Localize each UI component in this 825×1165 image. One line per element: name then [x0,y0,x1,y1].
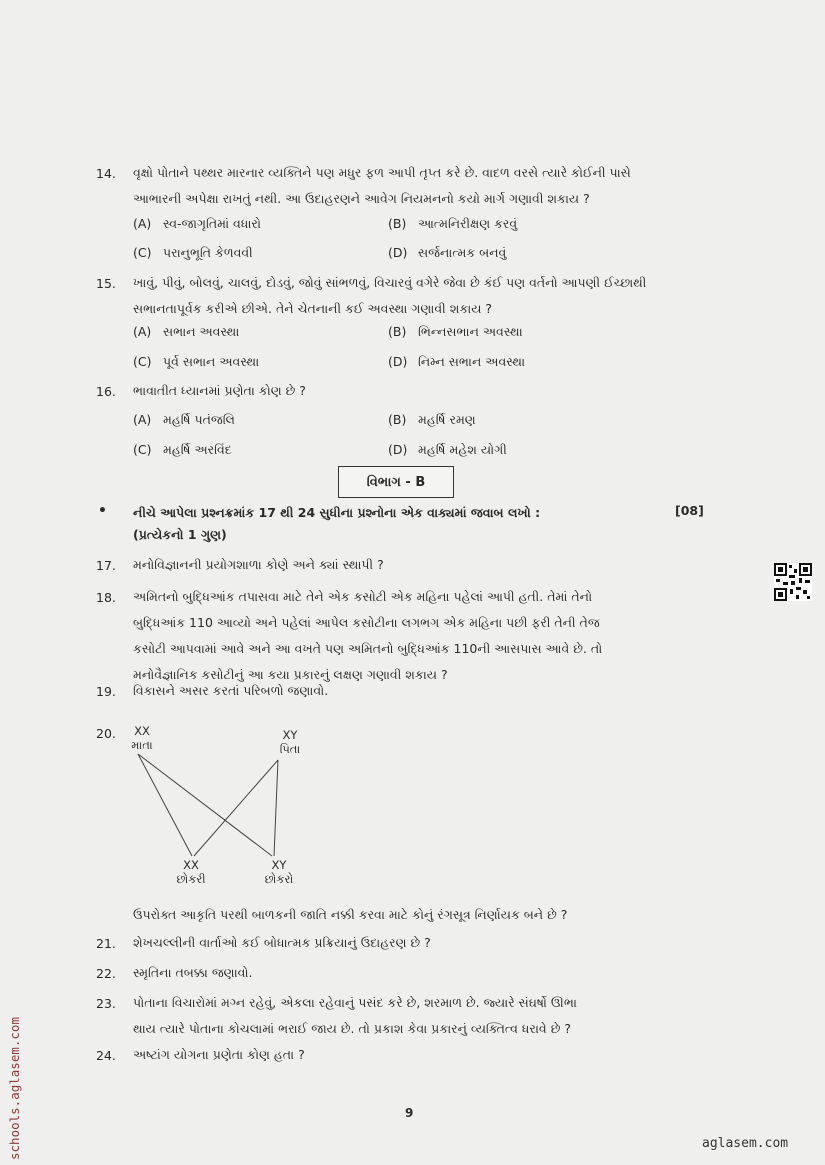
question-line: મનોવૈજ્ઞાનિક કસોટીનું આ કયા પ્રકારનું લક્ષણ ગણાવી શકાય ? [133,667,448,682]
qr-code-icon [774,563,812,601]
option-c: (C) પૂર્વ સભાન અવસ્થા [133,354,260,369]
question-text [133,270,673,322]
son-label: છોકરો [264,872,294,886]
question-line: આભારની અપેક્ષા રાખતું નથી. આ ઉદાહરણને આવેગ નિયમનનો કયો માર્ગ ગણાવી શકાય ? [133,191,590,206]
mother-label: માતા [131,738,153,752]
question-number: 24. [96,1048,116,1063]
father-genotype: XY [282,728,298,742]
son-genotype: XY [271,858,287,872]
question-line: અમિતનો બુદ્ધિઆંક તપાસવા માટે તેને એક કસોટી એક મહિના પહેલાં આપી હતી. તેમાં તેનો [133,589,593,604]
question-text: મનોવિજ્ઞાનની પ્રયોગશાળા કોણે અને ક્યાં સ્થાપી ? [133,557,384,572]
mother-node [124,724,160,752]
question-number: 22. [96,966,116,981]
line-father-daughter [194,760,278,856]
question-text [133,378,673,404]
option-c: (C) પરાનુભૂતિ કેળવવી [133,245,253,260]
question-text: વિકાસને અસર કરતાં પરિબળો જણાવો. [133,683,329,698]
section-marks: [08] [675,503,704,518]
section-instruction [133,502,653,546]
section-title: વિભાગ - B [338,466,454,498]
option-d: (D) નિમ્ન સભાન અવસ્થા [388,354,526,369]
question-line: બુદ્ધિઆંક 110 આવ્યો અને પહેલાં આપેલ કસોટીના લગભગ એક મહિના પછી ફરી તેની તેજ [133,615,600,630]
mother-genotype: XX [134,724,150,738]
question-text: ઉપરોક્ત આકૃતિ પરથી બાળકની જાતિ નક્કી કરવા માટે કોનું રંગસૂત્ર નિર્ણાયક બને છે ? [133,907,568,922]
question-text: શેખચલ્લીની વાર્તાઓ કઈ બોધાત્મક પ્રક્રિયાનું ઉદાહરણ છે ? [133,935,431,950]
question-text [133,160,673,212]
question-text [133,990,673,1042]
line-father-son [274,760,278,856]
line-mother-son [138,754,272,856]
page-number: 9 [405,1106,414,1120]
question-number: 17. [96,558,116,573]
option-b: (B) આત્મનિરીક્ષણ કરવું [388,216,518,231]
watermark-bottom: aglasem.com [702,1136,789,1151]
father-label: પિતા [279,742,301,756]
option-a: (A) મહર્ષિ પતંજલિ [133,412,235,427]
option-a: (A) સભાન અવસ્થા [133,324,240,339]
question-text [133,584,673,688]
question-number: 20. [96,726,116,741]
daughter-node [168,858,214,886]
question-number: 19. [96,684,116,699]
question-number: 14. [96,166,116,181]
question-line: સભાનતાપૂર્વક કરીએ છીએ. તેને ચેતનાની કઈ અવસ્થા ગણાવી શકાય ? [133,301,493,316]
option-c: (C) મહર્ષિ અરવિંદ [133,442,232,457]
question-line: થાય ત્યારે પોતાના કોચલામાં ભરાઈ જાય છે. તો પ્રકાશ કેવા પ્રકારનું વ્યક્તિત્વ ધરાવે છે ? [133,1021,571,1036]
question-line: વૃક્ષો પોતાને પથ્થર મારનાર વ્યક્તિને પણ મધુર ફળ આપી તૃપ્ત કરે છે. વાદળ વરસે ત્યારે કોઈની પાસે [133,165,631,180]
question-number: 15. [96,276,116,291]
question-number: 23. [96,996,116,1011]
instruction-line: નીચે આપેલા પ્રશ્નક્રમાંક 17 થી 24 સુધીના પ્રશ્નોના એક વાક્યમાં જવાબ લખો : [133,505,541,520]
option-a: (A) સ્વ-જાગૃતિમાં વધારો [133,216,261,231]
daughter-label: છોકરી [176,872,206,886]
father-node [270,728,310,756]
question-line: ખાવું, પીવું, બોલવું, ચાલવું, દોડવું, જોવું સાંભળવું, વિચારવું વગેરે જેવા છે કંઈ પણ વર્તનો આપણી ઈચ્છાથી [133,275,647,290]
bullet: • [98,503,107,519]
question-text: અષ્ટાંગ યોગના પ્રણેતા કોણ હતા ? [133,1047,305,1062]
question-text: સ્મૃતિના તબક્કા જણાવો. [133,965,253,980]
question-number: 16. [96,384,116,399]
question-number: 21. [96,936,116,951]
question-line: પોતાના વિચારોમાં મગ્ન રહેવું, એકલા રહેવાનું પસંદ કરે છે, શરમાળ છે. જ્યારે સંઘર્ષો ઊભા [133,995,577,1010]
option-d: (D) મહર્ષિ મહેશ યોગી [388,442,507,457]
option-b: (B) મહર્ષિ રમણ [388,412,476,427]
question-line: કસોટી આપવામાં આવે અને આ વખતે પણ અમિતનો બુદ્ધિઆંક 110ની આસપાસ આવે છે. તો [133,641,603,656]
line-mother-daughter [138,754,192,856]
option-b: (B) ભિન્નસભાન અવસ્થા [388,324,523,339]
daughter-genotype: XX [183,858,199,872]
watermark-side: schools.aglasem.com [7,1017,22,1160]
instruction-line: (પ્રત્યેકનો 1 ગુણ) [133,527,227,542]
option-d: (D) સર્જનાત્મક બનવું [388,245,507,260]
son-node [254,858,304,886]
question-number: 18. [96,590,116,605]
question-line: ભાવાતીત ધ્યાનમાં પ્રણેતા કોણ છે ? [133,383,306,398]
